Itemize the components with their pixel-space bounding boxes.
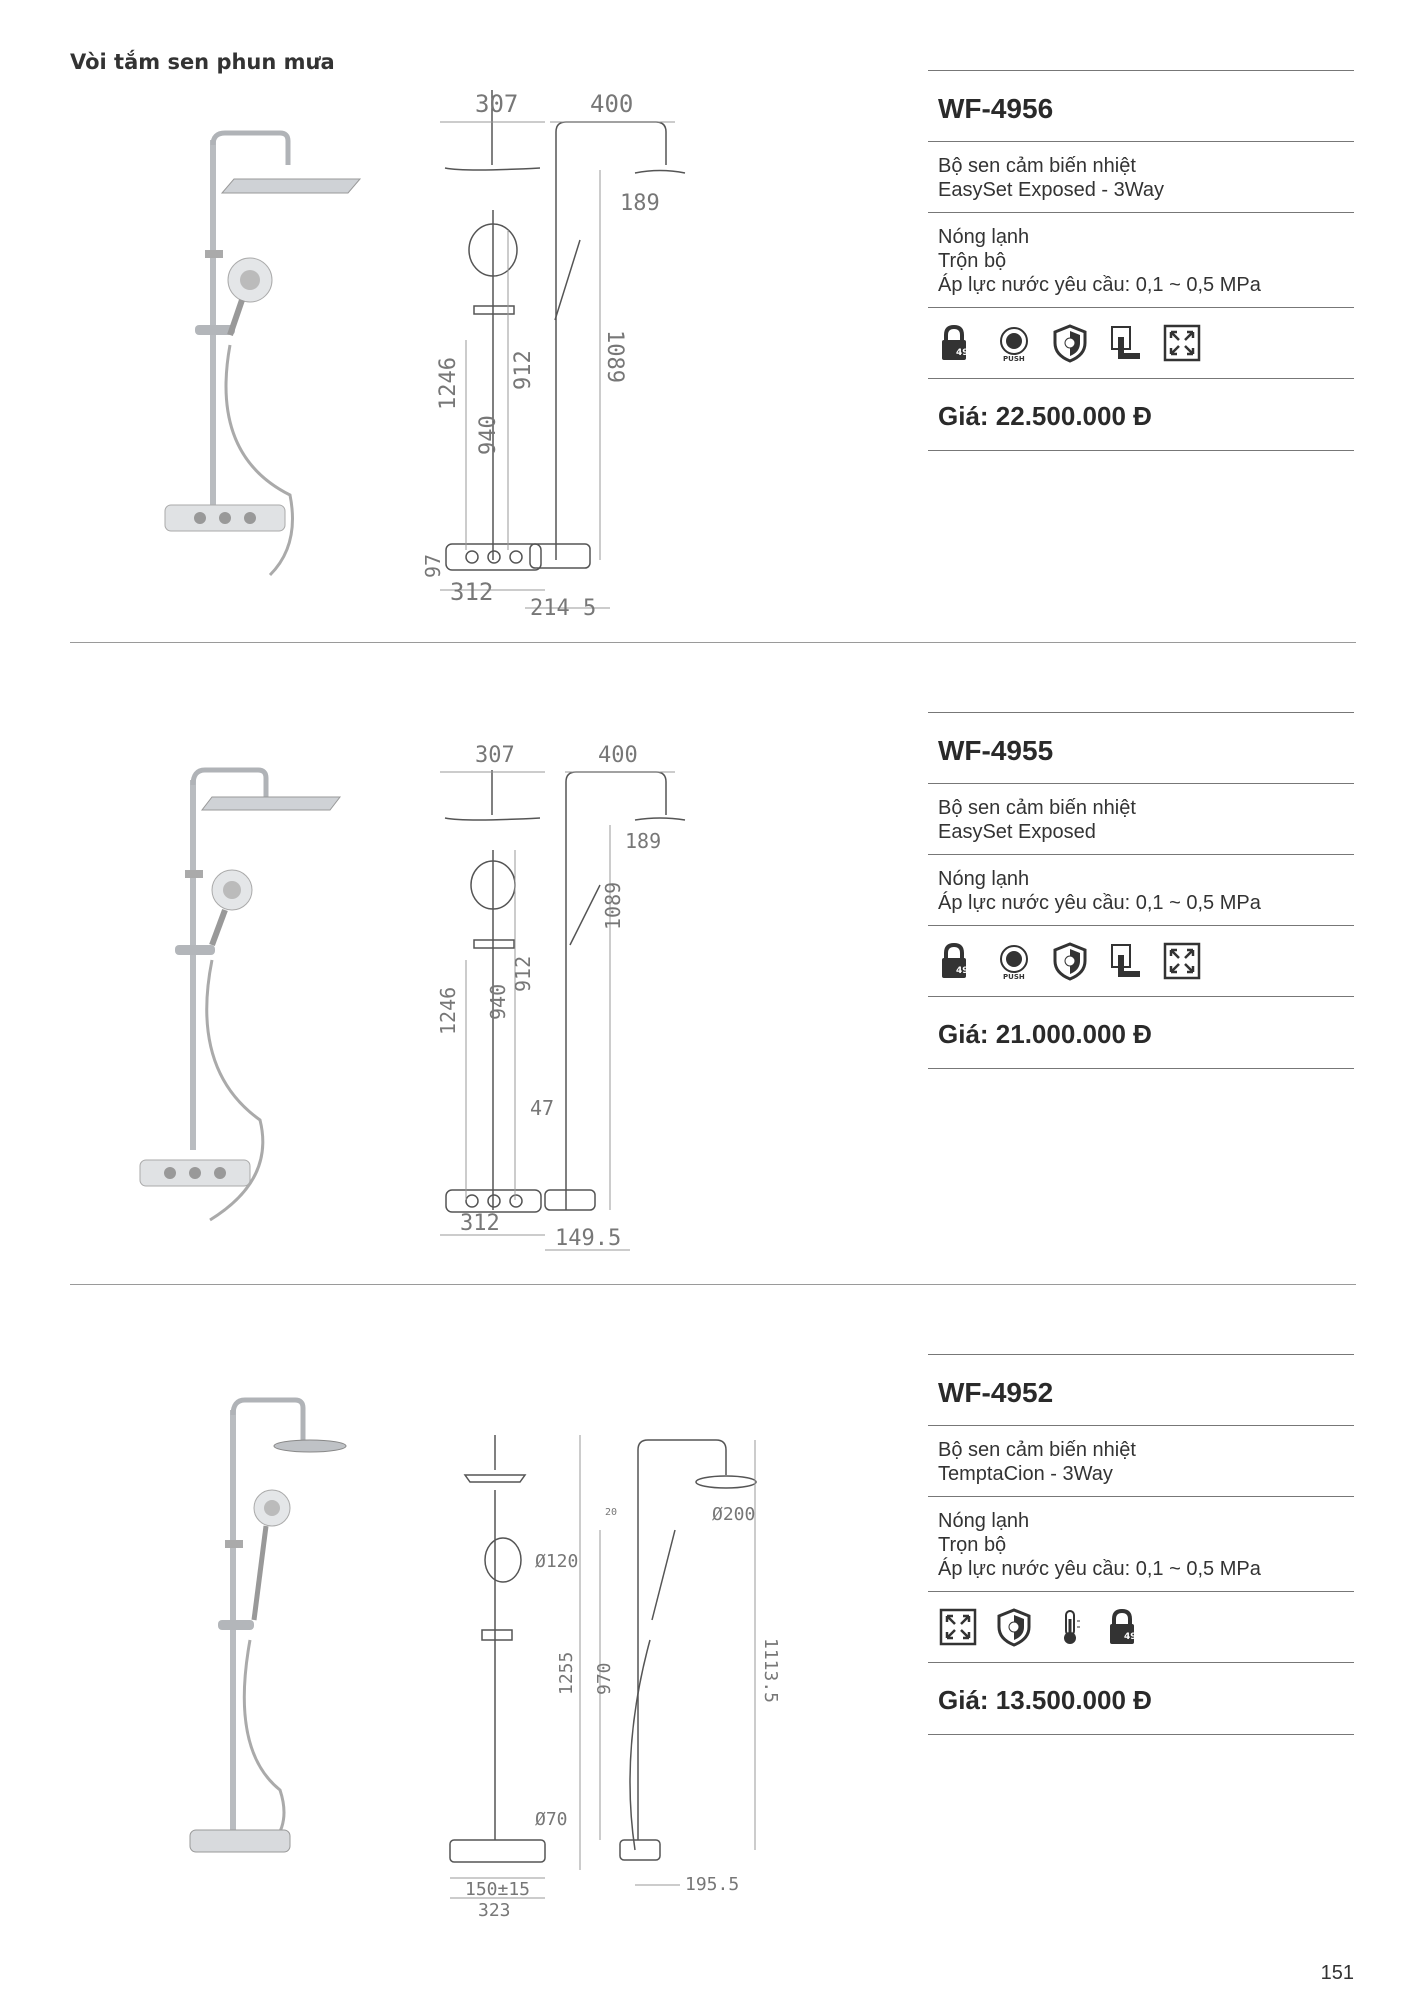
feature-icons: [928, 1592, 1354, 1662]
dim-label: 400: [590, 90, 634, 118]
description-line: EasySet Exposed - 3Way: [938, 179, 1165, 201]
specs: [928, 213, 1354, 307]
lock-label: 49°C: [956, 966, 980, 976]
lock-49c-icon: [938, 941, 978, 981]
dim-label: 312: [450, 578, 494, 606]
technical-drawing: [430, 730, 770, 1290]
description-line: TemptaCion - 3Way: [938, 1463, 1113, 1485]
dim-label: Ø120: [535, 1551, 579, 1572]
wall-mount-icon: [1106, 323, 1146, 363]
dim-label: 189: [625, 829, 662, 853]
description-line: Bộ sen cảm biến nhiệt: [938, 155, 1136, 177]
spec-line: Trọn bộ: [938, 1534, 1007, 1556]
dim-label: 1255: [556, 1651, 577, 1695]
dim-label: 47: [530, 1096, 555, 1120]
lock-49c-icon: [938, 323, 978, 363]
description: [928, 784, 1354, 854]
dim-label: 20: [605, 1507, 618, 1518]
anti-scald-shield-icon: [1050, 941, 1090, 981]
description-line: Bộ sen cảm biến nhiệt: [938, 1439, 1136, 1461]
dim-label: 150±15: [465, 1879, 531, 1900]
technical-drawing: [421, 60, 770, 621]
push-button-icon: [994, 323, 1034, 363]
product-photo: [140, 740, 360, 1260]
feature-icons: [928, 308, 1354, 378]
section-divider: [70, 1284, 1356, 1285]
section-divider: [70, 642, 1356, 643]
product-photo: [150, 75, 370, 595]
anti-scald-shield-icon: [994, 1607, 1034, 1647]
product-info: [928, 712, 1354, 1069]
dim-label: 912: [511, 350, 536, 390]
dim-label: 189: [620, 191, 660, 216]
price: Giá: 13.500.000 Đ: [938, 1685, 1152, 1715]
dim-label: 940: [476, 415, 501, 455]
spec-line: Nóng lạnh: [938, 868, 1030, 890]
description-line: Bộ sen cảm biến nhiệt: [938, 797, 1136, 819]
dim-label: 97: [421, 553, 445, 578]
dim-label: 312: [460, 1211, 500, 1236]
dim-label: Ø70: [535, 1809, 568, 1830]
dim-label: 1089: [601, 881, 625, 930]
expand-icon: [1162, 323, 1202, 363]
dim-label: 307: [475, 90, 519, 118]
lock-label: 49°C: [1124, 1632, 1148, 1642]
specs: [928, 855, 1354, 925]
product-info: [928, 1354, 1354, 1735]
lock-label: 49°C: [956, 348, 980, 358]
push-label: PUSH: [1003, 355, 1025, 363]
spec-line: Nóng lạnh: [938, 226, 1030, 248]
anti-scald-shield-icon: [1050, 323, 1090, 363]
technical-drawing: [420, 1420, 780, 1980]
dim-label: 970: [594, 1662, 615, 1695]
dim-label: 940: [486, 983, 510, 1020]
expand-icon: [1162, 941, 1202, 981]
model-name: WF-4956: [938, 93, 1054, 124]
dim-label: Ø200: [712, 1504, 756, 1525]
product-info: [928, 70, 1354, 451]
dim-label: 400: [598, 743, 638, 768]
description: [928, 142, 1354, 212]
model-name: WF-4952: [938, 1377, 1054, 1408]
spec-line: Áp lực nước yêu cầu: 0,1 ~ 0,5 MPa: [938, 274, 1261, 296]
dim-label: 149.5: [555, 1226, 622, 1251]
dim-label: 1113.5: [760, 1638, 781, 1704]
section-title: Vòi tắm sen phun mưa: [70, 50, 335, 74]
model-name: WF-4955: [938, 735, 1054, 766]
wall-mount-icon: [1106, 941, 1146, 981]
spec-line: Áp lực nước yêu cầu: 0,1 ~ 0,5 MPa: [938, 892, 1261, 914]
dim-label: 214 5: [530, 596, 597, 621]
dim-label: 195.5: [685, 1874, 740, 1895]
push-button-icon: [994, 941, 1034, 981]
expand-icon: [938, 1607, 978, 1647]
dim-label: 1246: [436, 986, 460, 1035]
description: [928, 1426, 1354, 1496]
thermometer-icon: [1050, 1607, 1090, 1647]
dim-label: 323: [478, 1900, 511, 1921]
dim-label: 307: [475, 743, 515, 768]
push-label: PUSH: [1003, 973, 1025, 981]
dim-label: 1089: [602, 330, 627, 383]
spec-line: Áp lực nước yêu cầu: 0,1 ~ 0,5 MPa: [938, 1558, 1261, 1580]
product-photo: [170, 1390, 390, 1930]
price: Giá: 22.500.000 Đ: [938, 401, 1152, 431]
lock-49c-icon: [1106, 1607, 1146, 1647]
description-line: EasySet Exposed: [938, 821, 1096, 843]
dim-label: 1246: [436, 357, 461, 410]
specs: [928, 1497, 1354, 1591]
dim-label: 912: [511, 955, 535, 992]
feature-icons: [928, 926, 1354, 996]
page-number: 151: [1320, 1962, 1354, 1984]
price: Giá: 21.000.000 Đ: [938, 1019, 1152, 1049]
spec-line: Trộn bộ: [938, 250, 1007, 272]
spec-line: Nóng lạnh: [938, 1510, 1030, 1532]
